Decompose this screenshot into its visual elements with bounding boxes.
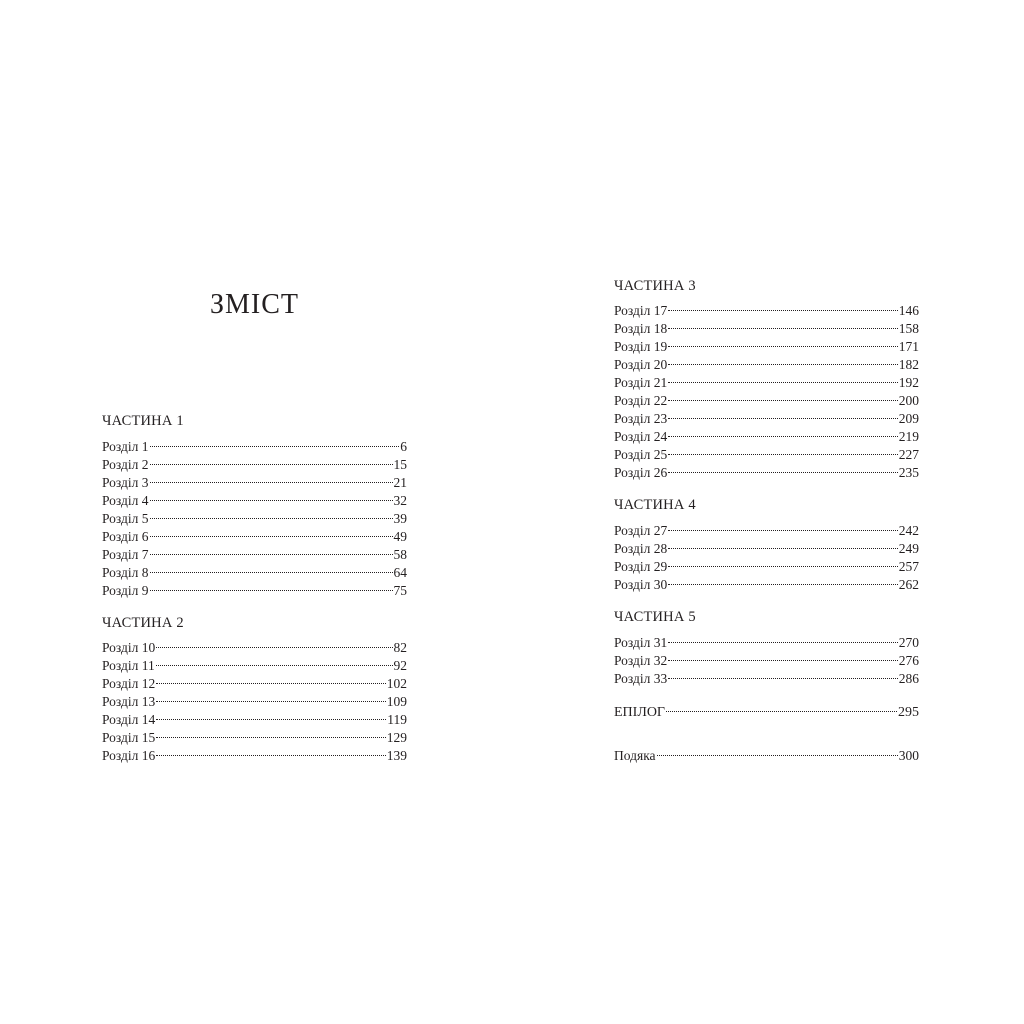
toc-entry-page: 227 (898, 447, 919, 462)
toc-entry-label: Розділ 20 (614, 357, 668, 372)
dot-leader (668, 382, 898, 383)
toc-entry-page: 192 (898, 375, 919, 390)
dot-leader (156, 719, 386, 720)
toc-entry-label: Розділ 26 (614, 465, 668, 480)
toc-entry-label: Розділ 5 (102, 511, 149, 526)
toc-entry-page: 21 (393, 475, 407, 490)
part-3-list (614, 302, 919, 482)
toc-entry-label: Розділ 32 (614, 653, 668, 668)
toc-entry[interactable] (614, 652, 919, 670)
toc-entry[interactable] (614, 558, 919, 576)
toc-entry-epilogue[interactable] (614, 704, 919, 722)
toc-entry[interactable] (102, 528, 407, 546)
dot-leader (156, 701, 386, 702)
toc-entry-page: 209 (898, 411, 919, 426)
toc-entry-label: Розділ 29 (614, 559, 668, 574)
dot-leader (156, 755, 386, 756)
dot-leader (150, 554, 393, 555)
toc-entry-label: Розділ 15 (102, 730, 156, 745)
toc-entry-page: 39 (393, 511, 407, 526)
toc-entry-label: Розділ 9 (102, 583, 149, 598)
toc-entry-page: 146 (898, 303, 919, 318)
toc-entry-label: Розділ 7 (102, 547, 149, 562)
toc-entry[interactable] (614, 634, 919, 652)
toc-entry-page: 262 (898, 577, 919, 592)
toc-entry[interactable] (102, 546, 407, 564)
page-title: ЗМІСТ (210, 289, 300, 320)
toc-entry-page: 58 (393, 547, 407, 562)
dot-leader (156, 683, 386, 684)
toc-entry[interactable] (102, 729, 407, 747)
toc-entry-label: Розділ 2 (102, 457, 149, 472)
dot-leader (668, 678, 898, 679)
toc-entry[interactable] (614, 522, 919, 540)
toc-entry-page: 139 (386, 748, 407, 763)
toc-entry-page: 300 (898, 748, 919, 763)
toc-entry-label: Розділ 6 (102, 529, 149, 544)
dot-leader (668, 642, 898, 643)
toc-entry[interactable] (614, 464, 919, 482)
toc-entry[interactable] (614, 392, 919, 410)
toc-entry-label: Розділ 33 (614, 671, 668, 686)
toc-entry-page: 171 (898, 339, 919, 354)
toc-entry-label: Розділ 17 (614, 303, 668, 318)
toc-entry[interactable] (614, 670, 919, 688)
dot-leader (668, 400, 898, 401)
toc-entry-page: 64 (393, 565, 407, 580)
toc-entry[interactable] (102, 639, 407, 657)
toc-entry[interactable] (614, 428, 919, 446)
toc-entry-page: 75 (393, 583, 407, 598)
part-2-list (102, 639, 407, 765)
toc-entry[interactable] (614, 356, 919, 374)
toc-entry-label: ЕПІЛОГ (614, 705, 666, 720)
toc-entry-label: Розділ 27 (614, 523, 668, 538)
dot-leader (156, 737, 386, 738)
part-3-heading: ЧАСТИНА 3 (614, 278, 696, 294)
toc-entry-page: 92 (393, 658, 407, 673)
toc-entry-label: Розділ 14 (102, 712, 156, 727)
dot-leader (668, 328, 898, 329)
acknowledgements-entry (614, 747, 919, 765)
toc-entry[interactable] (614, 374, 919, 392)
dot-leader (150, 590, 393, 591)
toc-entry-label: Розділ 11 (102, 658, 155, 673)
toc-entry-page: 109 (386, 694, 407, 709)
toc-entry-label: Розділ 12 (102, 676, 156, 691)
toc-entry-label: Розділ 22 (614, 393, 668, 408)
dot-leader (150, 536, 393, 537)
toc-entry-label: Розділ 23 (614, 411, 668, 426)
toc-entry[interactable] (102, 510, 407, 528)
dot-leader (668, 310, 898, 311)
dot-leader (150, 572, 393, 573)
dot-leader (668, 436, 898, 437)
dot-leader (666, 711, 897, 712)
toc-entry[interactable] (102, 657, 407, 675)
toc-entry-page: 158 (898, 321, 919, 336)
part-4-heading: ЧАСТИНА 4 (614, 497, 696, 513)
toc-entry-label: Розділ 1 (102, 439, 149, 454)
dot-leader (150, 500, 393, 501)
dot-leader (150, 464, 393, 465)
toc-entry-page: 49 (393, 529, 407, 544)
dot-leader (668, 418, 898, 419)
dot-leader (668, 660, 898, 661)
toc-entry-page: 257 (898, 559, 919, 574)
toc-entry-page: 270 (898, 635, 919, 650)
toc-entry-page: 15 (393, 457, 407, 472)
toc-entry[interactable] (614, 576, 919, 594)
toc-entry-page: 295 (898, 705, 919, 720)
toc-entry[interactable] (102, 492, 407, 510)
toc-entry[interactable] (614, 446, 919, 464)
toc-entry-page: 286 (898, 671, 919, 686)
dot-leader (150, 482, 393, 483)
toc-entry[interactable] (614, 320, 919, 338)
toc-entry-label: Розділ 30 (614, 577, 668, 592)
toc-entry-label: Розділ 18 (614, 321, 668, 336)
toc-entry-page: 219 (898, 429, 919, 444)
toc-entry-page: 119 (387, 712, 407, 727)
toc-entry-label: Розділ 10 (102, 640, 156, 655)
dot-leader (668, 530, 898, 531)
toc-entry-page: 182 (898, 357, 919, 372)
toc-entry[interactable] (614, 540, 919, 558)
toc-entry-page: 129 (386, 730, 407, 745)
toc-entry[interactable] (102, 474, 407, 492)
toc-entry-label: Розділ 25 (614, 447, 668, 462)
toc-entry-label: Подяка (614, 748, 656, 763)
toc-entry[interactable] (614, 302, 919, 320)
toc-entry-label: Розділ 31 (614, 635, 668, 650)
toc-entry-label: Розділ 24 (614, 429, 668, 444)
toc-entry-page: 32 (393, 493, 407, 508)
toc-entry-page: 200 (898, 393, 919, 408)
toc-entry-label: Розділ 8 (102, 565, 149, 580)
dot-leader (150, 446, 400, 447)
epilogue-entry (614, 704, 919, 722)
toc-entry-page: 249 (898, 541, 919, 556)
toc-entry[interactable] (102, 564, 407, 582)
dot-leader (668, 346, 898, 347)
dot-leader (150, 518, 393, 519)
toc-entry[interactable] (102, 711, 407, 729)
part-4-list (614, 522, 919, 594)
toc-entry-label: Розділ 21 (614, 375, 668, 390)
dot-leader (668, 548, 898, 549)
toc-entry-page: 235 (898, 465, 919, 480)
dot-leader (156, 647, 392, 648)
toc-entry[interactable] (102, 747, 407, 765)
dot-leader (668, 454, 898, 455)
dot-leader (668, 364, 898, 365)
toc-entry-label: Розділ 19 (614, 339, 668, 354)
dot-leader (657, 755, 898, 756)
dot-leader (668, 584, 898, 585)
dot-leader (668, 472, 898, 473)
toc-entry[interactable] (102, 675, 407, 693)
toc-entry-label: Розділ 16 (102, 748, 156, 763)
toc-entry-label: Розділ 13 (102, 694, 156, 709)
toc-entry-label: Розділ 4 (102, 493, 149, 508)
toc-entry-page: 276 (898, 653, 919, 668)
dot-leader (668, 566, 898, 567)
toc-entry-page: 102 (386, 676, 407, 691)
part-5-list (614, 634, 919, 688)
toc-entry-acknowledgements[interactable] (614, 747, 919, 765)
toc-entry-page: 242 (898, 523, 919, 538)
toc-entry[interactable] (102, 693, 407, 711)
part-1-heading: ЧАСТИНА 1 (102, 413, 184, 429)
toc-entry-label: Розділ 3 (102, 475, 149, 490)
toc-entry[interactable] (102, 456, 407, 474)
part-5-heading: ЧАСТИНА 5 (614, 609, 696, 625)
toc-entry[interactable] (102, 438, 407, 456)
toc-entry[interactable] (102, 582, 407, 600)
part-2-heading: ЧАСТИНА 2 (102, 615, 184, 631)
part-1-list (102, 438, 407, 600)
toc-entry-page: 6 (400, 439, 407, 454)
toc-entry[interactable] (614, 338, 919, 356)
toc-entry[interactable] (614, 410, 919, 428)
toc-entry-label: Розділ 28 (614, 541, 668, 556)
toc-entry-page: 82 (393, 640, 407, 655)
dot-leader (156, 665, 393, 666)
